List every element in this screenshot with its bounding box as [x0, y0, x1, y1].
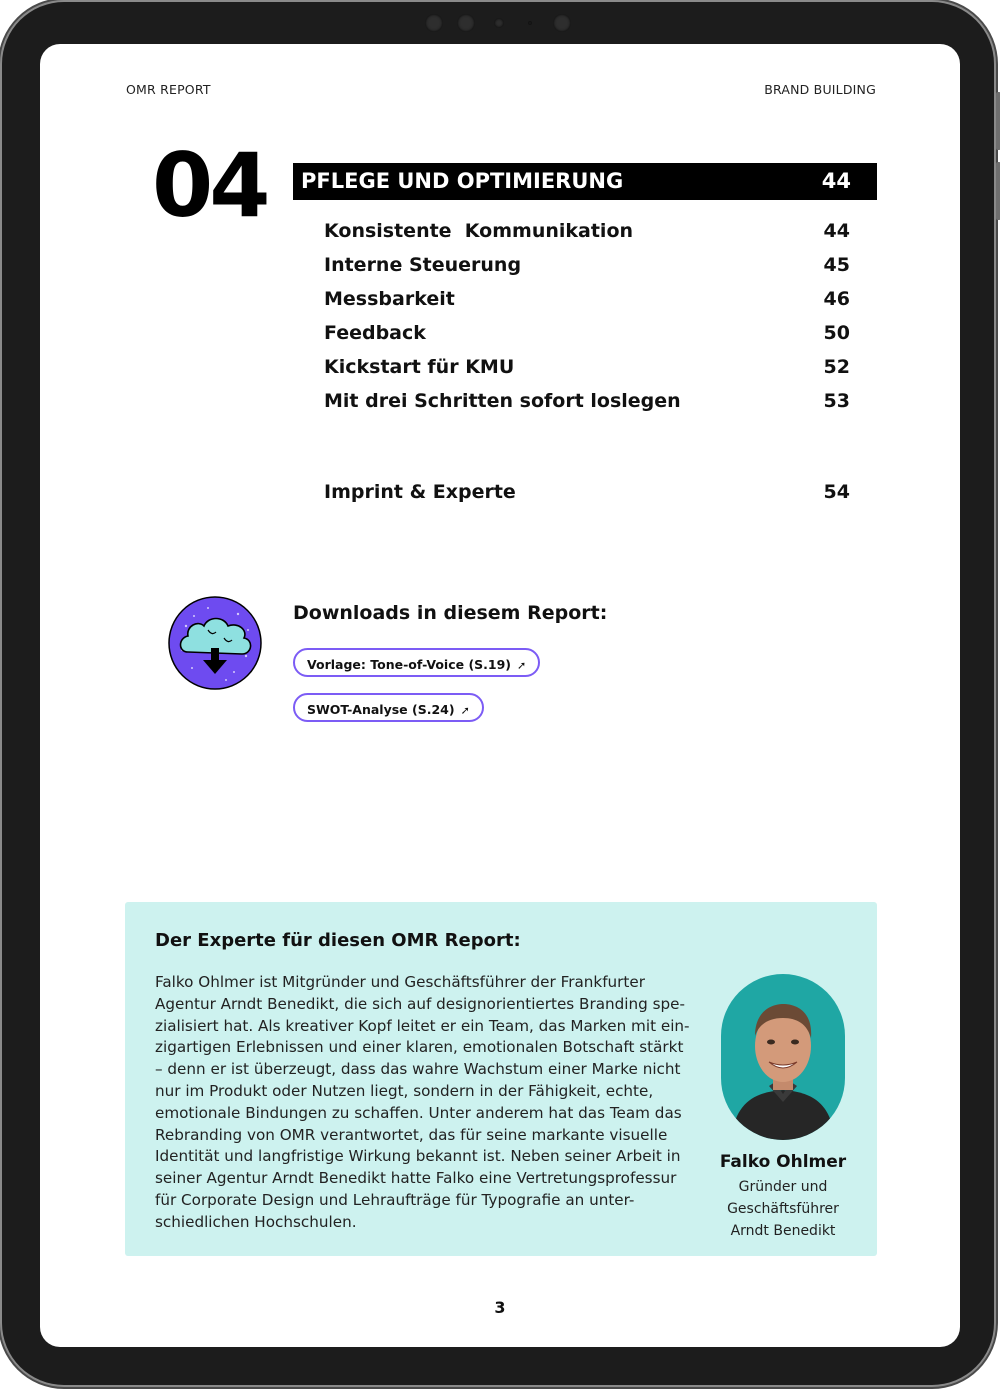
toc-label: Konsistente Kommunikation [324, 220, 634, 242]
toc-item[interactable] [324, 356, 850, 378]
toc-label: Kickstart für KMU [324, 356, 515, 378]
page-number: 3 [494, 1298, 506, 1317]
volume-button [996, 92, 1000, 150]
toc-page: 53 [823, 390, 850, 412]
expert-name: Falko Ohlmer [719, 1152, 847, 1172]
toc-page: 54 [823, 481, 850, 503]
toc-label: Interne Steuerung [324, 254, 522, 276]
camera-icon [494, 18, 504, 28]
arrow-up-right-icon: ➚ [460, 704, 470, 717]
expert-box [125, 902, 877, 1256]
toc-item[interactable] [324, 322, 850, 344]
toc-item[interactable] [324, 254, 850, 276]
toc-page: 52 [823, 356, 850, 378]
toc-item[interactable] [324, 390, 850, 412]
page-screen [40, 44, 960, 1347]
downloads-title: Downloads in diesem Report: [293, 602, 608, 624]
toc-label: Messbarkeit [324, 288, 455, 310]
expert-portrait [721, 974, 845, 1140]
toc-item[interactable] [324, 481, 850, 503]
expert-title: Der Experte für diesen OMR Report: [155, 930, 521, 951]
camera-icon [425, 14, 443, 32]
arrow-up-right-icon: ➚ [517, 659, 527, 672]
camera-icon [553, 14, 571, 32]
tablet-frame [2, 2, 994, 1385]
toc-page: 45 [823, 254, 850, 276]
download-label: Vorlage: Tone-of-Voice (S.19) [307, 657, 512, 672]
toc-page: 50 [823, 322, 850, 344]
chapter-heading[interactable] [293, 163, 877, 200]
chapter-title: PFLEGE UND OPTIMIERUNG [301, 169, 624, 193]
expert-role: Gründer und Geschäftsführer Arndt Benedikt [727, 1179, 839, 1239]
download-label: SWOT-Analyse (S.24) [307, 702, 455, 717]
header-right: BRAND BUILDING [764, 82, 876, 97]
power-button [996, 162, 1000, 220]
toc-page: 44 [823, 220, 850, 242]
cloud-download-icon [168, 596, 262, 690]
expert-bio: Falko Ohlmer ist Mitgründer und Geschäftsführer der Frankfurter Agentur Arndt Benedikt, die sich auf designorientiertes Branding spe- zialisiert hat. Als kreativer Kopf leitet er ein Team, das Marken mit ein- zigartigen Erlebnissen und einer klaren, emotionalen Botschaft stärkt – denn er ist überzeugt, dass das wahre Wachstum einer Marke nicht nur im Produkt oder Nutzen liegt, sondern in der Fähigkeit, echte, emotionale Bindungen zu schaffen. Unter anderem hat das Team das Rebranding von OMR verantwortet, das für seine markante visuelle Identität und langfristige Wirkung bekannt ist. Neben seiner Arbeit in seiner Agentur Arndt Benedikt hatte Falko eine Vertretungsprofessur für Corporate Design und Lehraufträge für Typografie an unter- schiedlichen Hochschulen. [155, 973, 690, 1231]
toc-label: Imprint & Experte [324, 481, 516, 503]
download-swot-button[interactable] [293, 693, 484, 722]
toc-label: Mit drei Schritten sofort loslegen [324, 390, 681, 412]
sensor-icon [528, 21, 532, 25]
toc-item[interactable] [324, 220, 850, 242]
chapter-number: 04 [152, 134, 267, 237]
chapter-page: 44 [821, 169, 851, 193]
toc-page: 46 [823, 288, 850, 310]
toc-label: Feedback [324, 322, 426, 344]
toc-item[interactable] [324, 288, 850, 310]
header-left: OMR REPORT [126, 82, 211, 97]
camera-icon [457, 14, 475, 32]
download-tone-of-voice-button[interactable] [293, 648, 540, 677]
